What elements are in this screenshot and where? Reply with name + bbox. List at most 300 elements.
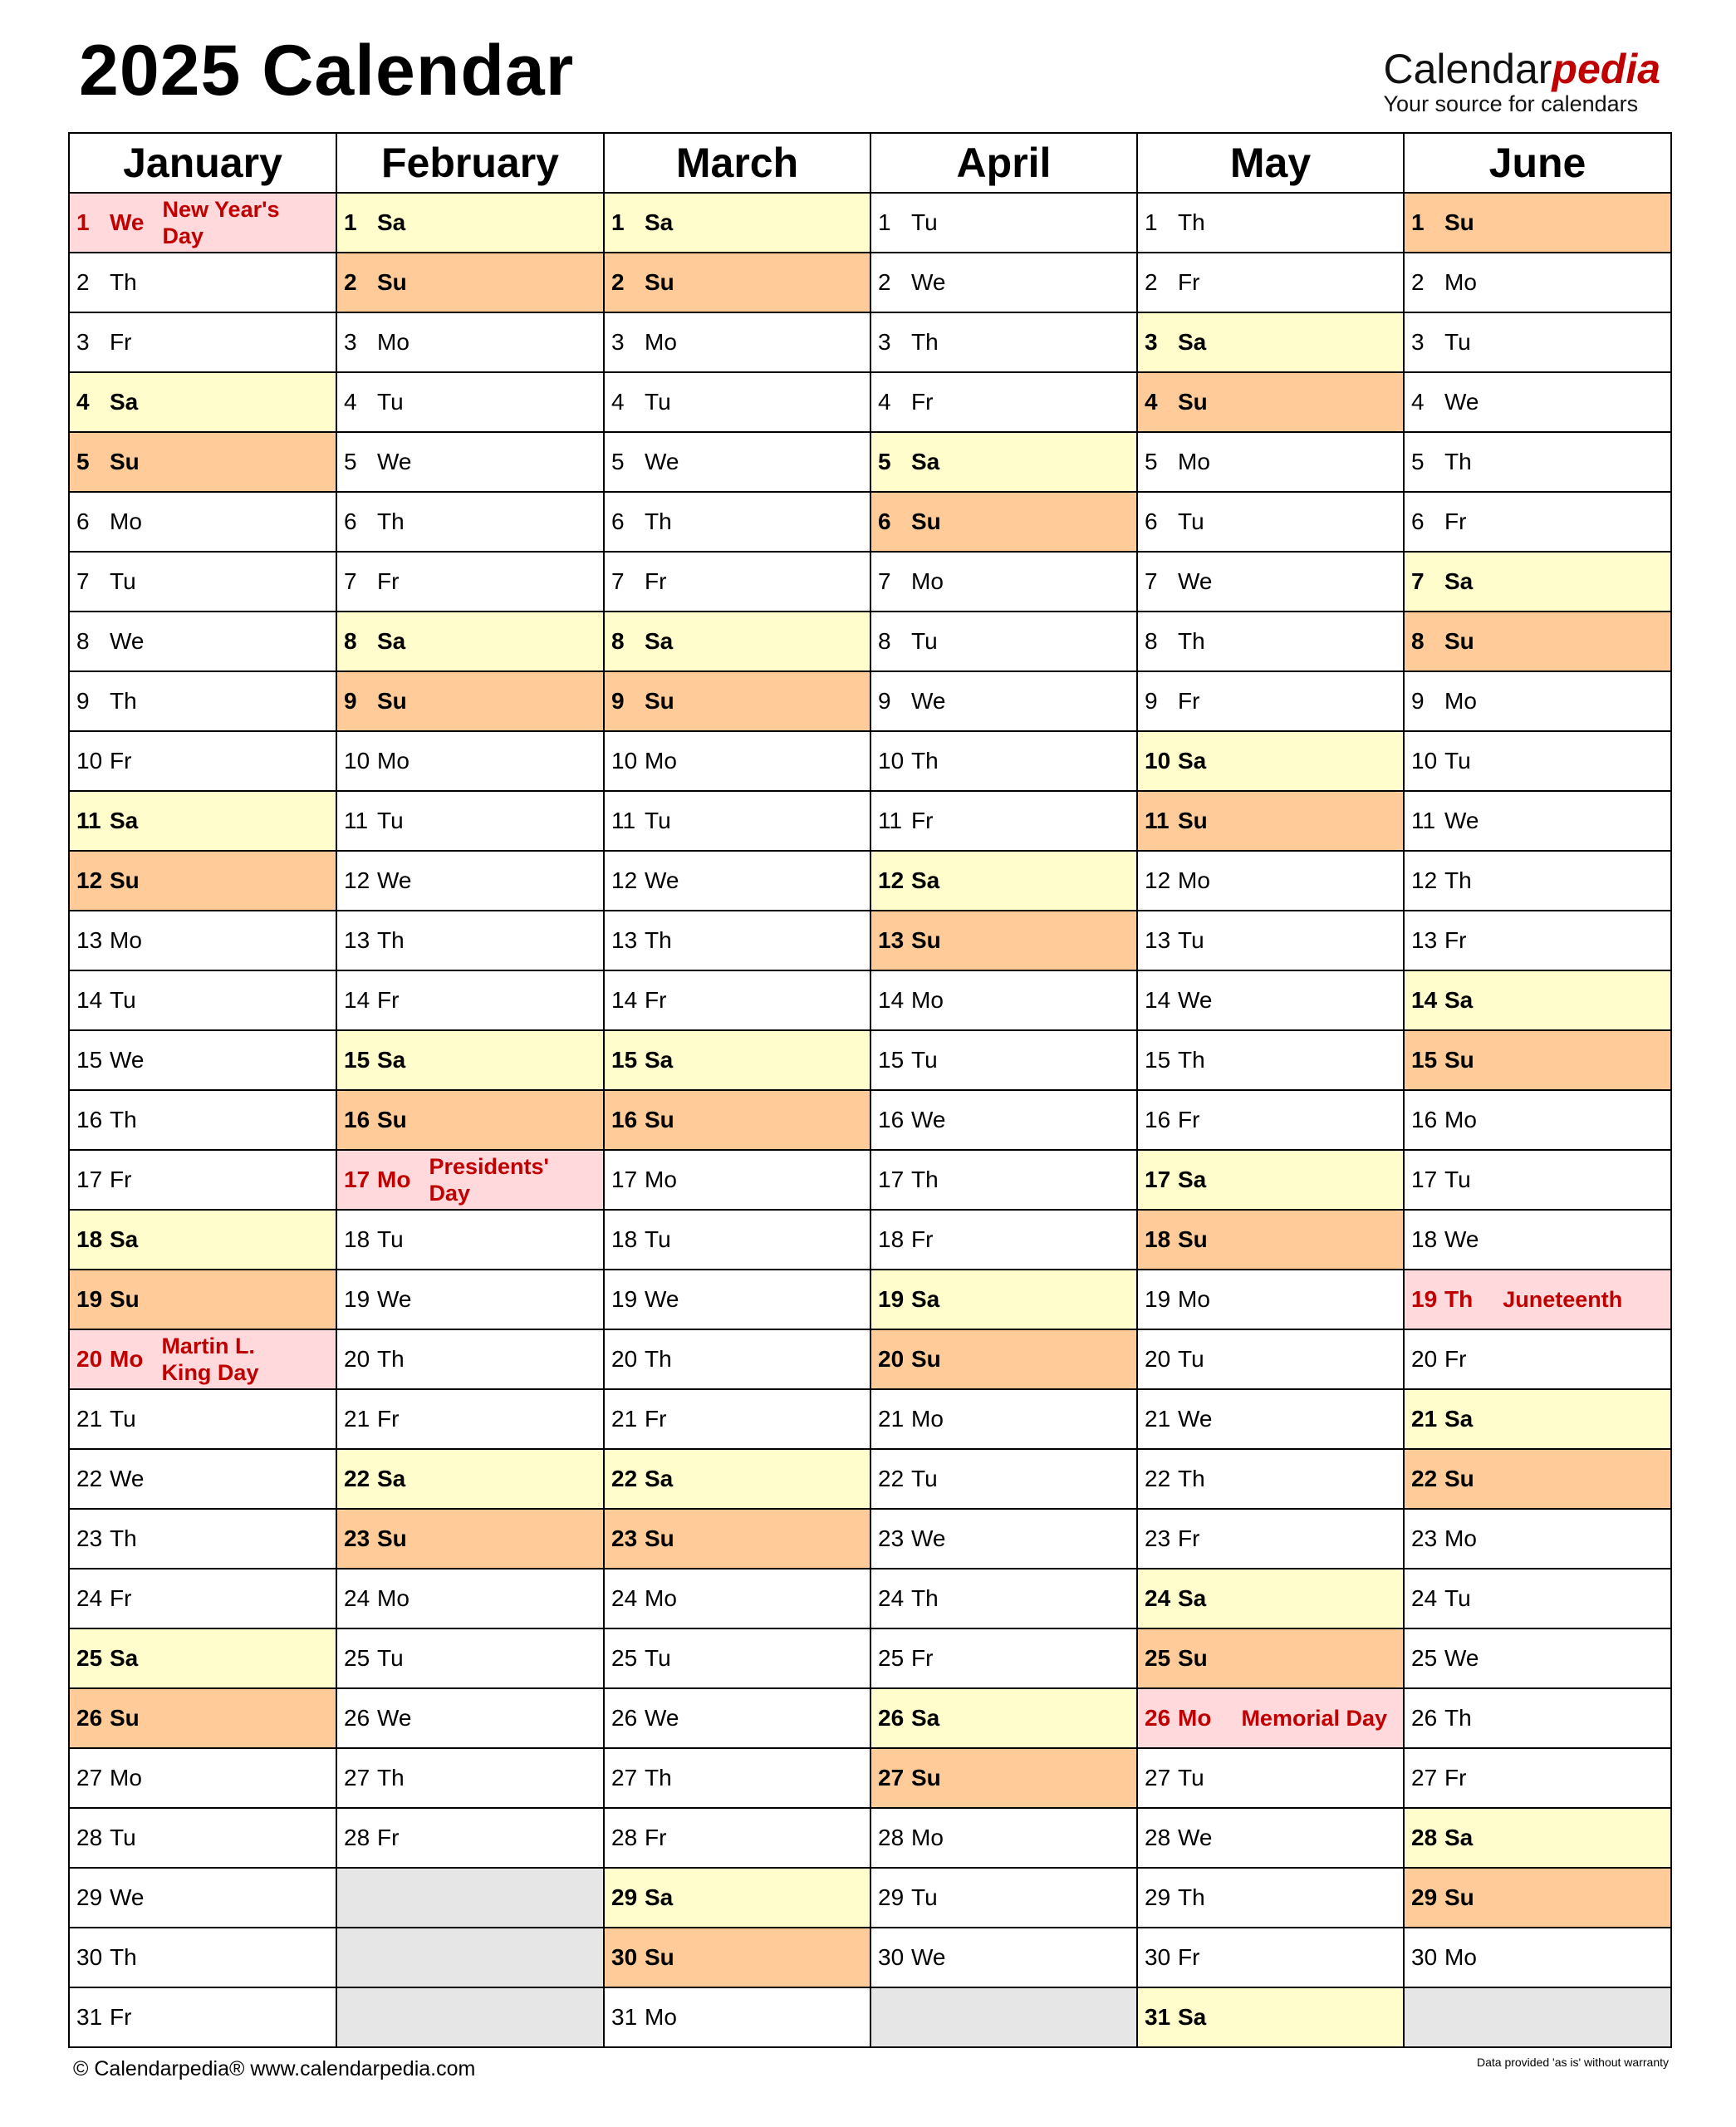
weekday-label: We xyxy=(911,269,946,295)
day-cell-march-6 xyxy=(604,492,870,552)
day-cell-march-3 xyxy=(604,312,870,372)
day-cell-april-21 xyxy=(870,1389,1137,1449)
weekday-label: Fr xyxy=(911,1645,934,1671)
day-number: 23 xyxy=(1145,1525,1171,1551)
weekday-label: Sa xyxy=(1444,1825,1474,1850)
day-cell-march-18 xyxy=(604,1210,870,1270)
day-number: 25 xyxy=(1145,1645,1171,1671)
day-number: 18 xyxy=(878,1226,905,1252)
day-number: 25 xyxy=(878,1645,905,1671)
weekday-label: Tu xyxy=(911,1466,938,1491)
day-number: 15 xyxy=(611,1047,638,1073)
day-number: 22 xyxy=(878,1466,905,1491)
month-header-june: June xyxy=(1404,133,1671,193)
weekday-label: Fr xyxy=(645,1825,667,1850)
day-number: 21 xyxy=(611,1406,638,1432)
weekday-label: Mo xyxy=(1178,1286,1210,1312)
weekday-label: We xyxy=(911,688,946,714)
day-cell-january-31 xyxy=(69,1987,336,2047)
day-cell-june-12 xyxy=(1404,851,1671,911)
day-number: 4 xyxy=(344,389,357,415)
day-cell-april-24 xyxy=(870,1569,1137,1628)
day-number: 4 xyxy=(76,389,90,415)
day-number: 5 xyxy=(611,449,625,474)
day-number: 14 xyxy=(878,987,905,1013)
day-number: 1 xyxy=(611,209,625,235)
day-number: 27 xyxy=(611,1765,638,1791)
day-cell-june-17 xyxy=(1404,1150,1671,1210)
weekday-label: Mo xyxy=(911,568,944,594)
weekday-label: Tu xyxy=(1444,1585,1471,1611)
weekday-label: Fr xyxy=(1444,927,1467,953)
day-cell-april-12 xyxy=(870,851,1137,911)
day-cell-june-28 xyxy=(1404,1808,1671,1868)
day-cell-june-25 xyxy=(1404,1628,1671,1688)
calendar-grid xyxy=(68,132,1672,2048)
weekday-label: Su xyxy=(645,1107,674,1132)
day-cell-february-28 xyxy=(336,1808,604,1868)
weekday-label: Mo xyxy=(645,1585,677,1611)
day-row xyxy=(69,1688,1671,1748)
day-cell-april-19 xyxy=(870,1270,1137,1329)
weekday-label: We xyxy=(377,449,412,474)
day-cell-march-7 xyxy=(604,552,870,612)
day-number: 2 xyxy=(76,269,90,295)
day-number: 6 xyxy=(76,508,90,534)
day-row xyxy=(69,1449,1671,1509)
weekday-label: Th xyxy=(110,1944,137,1970)
weekday-label: Su xyxy=(911,1346,941,1372)
day-row xyxy=(69,671,1671,731)
weekday-label: Fr xyxy=(110,1585,132,1611)
weekday-label: Tu xyxy=(377,1226,404,1252)
day-number: 26 xyxy=(878,1705,905,1731)
brand-logo[interactable] xyxy=(1384,48,1661,115)
day-cell-april-20 xyxy=(870,1329,1137,1389)
page-title: 2025 Calendar xyxy=(79,31,575,111)
day-row xyxy=(69,1030,1671,1090)
day-cell-march-21 xyxy=(604,1389,870,1449)
day-number: 25 xyxy=(1411,1645,1438,1671)
day-cell-february-5 xyxy=(336,432,604,492)
weekday-label: Fr xyxy=(110,2004,132,2030)
weekday-label: We xyxy=(1444,389,1479,415)
day-number: 18 xyxy=(344,1226,370,1252)
day-row xyxy=(69,1748,1671,1808)
day-cell-may-15 xyxy=(1137,1030,1404,1090)
day-cell-january-30 xyxy=(69,1928,336,1987)
weekday-label: Tu xyxy=(1444,329,1471,355)
day-row xyxy=(69,1329,1671,1389)
weekday-label: Fr xyxy=(645,1406,667,1432)
day-row xyxy=(69,970,1671,1030)
day-cell-january-19 xyxy=(69,1270,336,1329)
day-cell-january-23 xyxy=(69,1509,336,1569)
day-cell-april-3 xyxy=(870,312,1137,372)
day-number: 23 xyxy=(611,1525,638,1551)
day-number: 19 xyxy=(76,1286,103,1312)
day-row xyxy=(69,1928,1671,1987)
day-cell-april-9 xyxy=(870,671,1137,731)
day-number: 23 xyxy=(1411,1525,1438,1551)
weekday-label: Tu xyxy=(110,568,136,594)
day-cell-june-16 xyxy=(1404,1090,1671,1150)
day-number: 20 xyxy=(611,1346,638,1372)
weekday-label: Su xyxy=(911,508,941,534)
weekday-label: Fr xyxy=(911,808,934,833)
day-cell-april-14 xyxy=(870,970,1137,1030)
day-number: 22 xyxy=(1145,1466,1171,1491)
day-cell-january-12 xyxy=(69,851,336,911)
day-cell-may-3 xyxy=(1137,312,1404,372)
day-number: 10 xyxy=(76,748,103,774)
weekday-label: Fr xyxy=(377,1406,400,1432)
weekday-label: Fr xyxy=(1178,1107,1200,1132)
day-number: 5 xyxy=(1411,449,1425,474)
day-cell-february-16 xyxy=(336,1090,604,1150)
day-cell-may-29 xyxy=(1137,1868,1404,1928)
day-number: 20 xyxy=(344,1346,370,1372)
day-row xyxy=(69,552,1671,612)
weekday-label: Fr xyxy=(1178,688,1200,714)
weekday-label: Sa xyxy=(1178,1585,1207,1611)
day-number: 19 xyxy=(611,1286,638,1312)
day-number: 14 xyxy=(1411,987,1438,1013)
day-number: 21 xyxy=(1411,1406,1438,1432)
day-cell-january-26 xyxy=(69,1688,336,1748)
weekday-label: Sa xyxy=(377,1047,406,1073)
day-cell-april-7 xyxy=(870,552,1137,612)
day-cell-january-9 xyxy=(69,671,336,731)
day-row xyxy=(69,492,1671,552)
day-number: 26 xyxy=(1411,1705,1438,1731)
day-cell-february-15 xyxy=(336,1030,604,1090)
day-number: 5 xyxy=(344,449,357,474)
weekday-label: Th xyxy=(1178,628,1205,654)
day-number: 29 xyxy=(76,1884,103,1910)
empty-day-cell xyxy=(336,1868,604,1928)
day-number: 12 xyxy=(878,867,905,893)
day-number: 13 xyxy=(1145,927,1171,953)
weekday-label: We xyxy=(1444,1226,1479,1252)
day-number: 17 xyxy=(1145,1167,1171,1192)
day-number: 31 xyxy=(1145,2004,1171,2030)
weekday-label: Tu xyxy=(377,1645,404,1671)
day-cell-march-14 xyxy=(604,970,870,1030)
weekday-label: Mo xyxy=(911,1825,944,1850)
day-number: 30 xyxy=(878,1944,905,1970)
day-row xyxy=(69,372,1671,432)
day-cell-february-25 xyxy=(336,1628,604,1688)
day-number: 7 xyxy=(344,568,357,594)
weekday-label: Tu xyxy=(645,1226,671,1252)
day-cell-march-22 xyxy=(604,1449,870,1509)
day-cell-may-20 xyxy=(1137,1329,1404,1389)
weekday-label: Fr xyxy=(911,1226,934,1252)
weekday-label: Sa xyxy=(645,628,674,654)
day-cell-april-5 xyxy=(870,432,1137,492)
day-number: 8 xyxy=(76,628,90,654)
day-cell-may-28 xyxy=(1137,1808,1404,1868)
day-number: 28 xyxy=(344,1825,370,1850)
day-cell-april-22 xyxy=(870,1449,1137,1509)
day-number: 10 xyxy=(1411,748,1438,774)
weekday-label: Sa xyxy=(645,1466,674,1491)
weekday-label: Tu xyxy=(377,389,404,415)
day-cell-june-26 xyxy=(1404,1688,1671,1748)
day-cell-january-5 xyxy=(69,432,336,492)
day-number: 1 xyxy=(1145,209,1158,235)
weekday-label: Su xyxy=(645,1944,674,1970)
day-cell-june-8 xyxy=(1404,612,1671,671)
weekday-label: Sa xyxy=(911,867,940,893)
day-number: 27 xyxy=(1411,1765,1438,1791)
day-number: 5 xyxy=(76,449,90,474)
day-cell-january-21 xyxy=(69,1389,336,1449)
day-number: 7 xyxy=(611,568,625,594)
weekday-label: Fr xyxy=(1444,508,1467,534)
day-row xyxy=(69,1808,1671,1868)
weekday-label: Mo xyxy=(110,508,142,534)
weekday-label: We xyxy=(911,1525,946,1551)
weekday-label: Fr xyxy=(377,1825,400,1850)
day-cell-february-7 xyxy=(336,552,604,612)
day-number: 5 xyxy=(1145,449,1158,474)
day-number: 28 xyxy=(1411,1825,1438,1850)
day-cell-april-11 xyxy=(870,791,1137,851)
day-cell-june-21 xyxy=(1404,1389,1671,1449)
weekday-label: We xyxy=(645,1705,679,1731)
day-cell-march-9 xyxy=(604,671,870,731)
weekday-label: Sa xyxy=(1444,987,1474,1013)
day-number: 1 xyxy=(878,209,891,235)
day-cell-may-17 xyxy=(1137,1150,1404,1210)
day-number: 25 xyxy=(76,1645,103,1671)
day-number: 24 xyxy=(76,1585,103,1611)
weekday-label: Sa xyxy=(1178,329,1207,355)
day-number: 24 xyxy=(1145,1585,1171,1611)
day-cell-may-2 xyxy=(1137,253,1404,312)
day-cell-march-1 xyxy=(604,193,870,253)
day-cell-february-17 xyxy=(336,1150,604,1210)
day-number: 18 xyxy=(1145,1226,1171,1252)
weekday-label: Fr xyxy=(1444,1765,1467,1791)
day-number: 8 xyxy=(611,628,625,654)
day-cell-january-28 xyxy=(69,1808,336,1868)
day-row xyxy=(69,612,1671,671)
weekday-label: Sa xyxy=(110,808,139,833)
day-cell-march-25 xyxy=(604,1628,870,1688)
day-number: 22 xyxy=(611,1466,638,1491)
weekday-label: We xyxy=(377,1705,412,1731)
day-cell-may-18 xyxy=(1137,1210,1404,1270)
day-number: 2 xyxy=(611,269,625,295)
weekday-label: Sa xyxy=(110,389,139,415)
weekday-label: Th xyxy=(377,508,405,534)
day-number: 10 xyxy=(878,748,905,774)
day-cell-may-7 xyxy=(1137,552,1404,612)
day-number: 13 xyxy=(1411,927,1438,953)
day-cell-april-6 xyxy=(870,492,1137,552)
weekday-label: Su xyxy=(1178,1226,1208,1252)
weekday-label: Tu xyxy=(1178,508,1204,534)
weekday-label: Th xyxy=(1444,449,1472,474)
day-number: 23 xyxy=(878,1525,905,1551)
day-cell-june-10 xyxy=(1404,731,1671,791)
day-number: 4 xyxy=(1145,389,1158,415)
weekday-label: We xyxy=(1178,568,1213,594)
day-number: 11 xyxy=(1145,808,1170,833)
day-cell-march-30 xyxy=(604,1928,870,1987)
day-cell-january-2 xyxy=(69,253,336,312)
day-number: 31 xyxy=(611,2004,638,2030)
weekday-label: We xyxy=(110,1466,145,1491)
weekday-label: Su xyxy=(1444,1884,1474,1910)
day-cell-april-23 xyxy=(870,1509,1137,1569)
day-number: 9 xyxy=(344,688,357,714)
day-cell-april-2 xyxy=(870,253,1137,312)
day-cell-january-6 xyxy=(69,492,336,552)
weekday-label: Mo xyxy=(1444,1525,1477,1551)
day-cell-february-8 xyxy=(336,612,604,671)
day-number: 24 xyxy=(878,1585,905,1611)
day-number: 16 xyxy=(344,1107,370,1132)
day-cell-june-15 xyxy=(1404,1030,1671,1090)
month-header-february: February xyxy=(336,133,604,193)
weekday-label: Fr xyxy=(377,568,400,594)
weekday-label: We xyxy=(1178,1825,1213,1850)
day-number: 22 xyxy=(344,1466,370,1491)
day-cell-april-4 xyxy=(870,372,1137,432)
day-number: 17 xyxy=(611,1167,638,1192)
day-cell-february-14 xyxy=(336,970,604,1030)
day-number: 24 xyxy=(344,1585,370,1611)
day-number: 14 xyxy=(344,987,370,1013)
day-cell-may-19 xyxy=(1137,1270,1404,1329)
weekday-label: Sa xyxy=(1444,568,1474,594)
day-cell-may-22 xyxy=(1137,1449,1404,1509)
day-cell-may-9 xyxy=(1137,671,1404,731)
day-number: 29 xyxy=(1411,1884,1438,1910)
day-cell-april-10 xyxy=(870,731,1137,791)
day-number: 28 xyxy=(76,1825,103,1850)
weekday-label: Fr xyxy=(645,987,667,1013)
day-number: 13 xyxy=(878,927,905,953)
day-cell-june-22 xyxy=(1404,1449,1671,1509)
day-row xyxy=(69,911,1671,970)
day-number: 7 xyxy=(1411,568,1425,594)
weekday-label: Su xyxy=(1444,209,1474,235)
weekday-label: Sa xyxy=(911,449,940,474)
day-cell-march-24 xyxy=(604,1569,870,1628)
weekday-label: Th xyxy=(377,1765,405,1791)
weekday-label: Tu xyxy=(645,808,671,833)
day-number: 20 xyxy=(1145,1346,1171,1372)
day-row xyxy=(69,791,1671,851)
day-number: 15 xyxy=(878,1047,905,1073)
day-number: 10 xyxy=(1145,748,1171,774)
day-number: 3 xyxy=(1411,329,1425,355)
day-cell-february-10 xyxy=(336,731,604,791)
weekday-label: Fr xyxy=(377,987,400,1013)
weekday-label: Sa xyxy=(645,1047,674,1073)
day-number: 15 xyxy=(344,1047,370,1073)
day-cell-april-25 xyxy=(870,1628,1137,1688)
day-number: 24 xyxy=(611,1585,638,1611)
day-number: 1 xyxy=(1411,209,1425,235)
day-number: 12 xyxy=(1145,867,1171,893)
day-row xyxy=(69,1150,1671,1210)
day-number: 4 xyxy=(878,389,891,415)
weekday-label: Th xyxy=(645,1765,672,1791)
day-number: 29 xyxy=(1145,1884,1171,1910)
day-cell-may-13 xyxy=(1137,911,1404,970)
empty-day-cell xyxy=(870,1987,1137,2047)
weekday-label: Tu xyxy=(645,389,671,415)
weekday-label: Su xyxy=(1444,1047,1474,1073)
day-number: 19 xyxy=(1411,1286,1438,1312)
day-cell-march-15 xyxy=(604,1030,870,1090)
holiday-label: Presidents' Day xyxy=(429,1153,549,1206)
day-cell-march-27 xyxy=(604,1748,870,1808)
day-number: 19 xyxy=(344,1286,370,1312)
weekday-label: Th xyxy=(645,508,672,534)
weekday-label: Sa xyxy=(377,1466,406,1491)
day-cell-february-12 xyxy=(336,851,604,911)
day-cell-march-5 xyxy=(604,432,870,492)
day-number: 20 xyxy=(1411,1346,1438,1372)
day-cell-january-11 xyxy=(69,791,336,851)
day-number: 23 xyxy=(344,1525,370,1551)
day-cell-june-2 xyxy=(1404,253,1671,312)
day-row xyxy=(69,1389,1671,1449)
day-number: 22 xyxy=(1411,1466,1438,1491)
day-number: 27 xyxy=(344,1765,370,1791)
weekday-label: We xyxy=(1178,1406,1213,1432)
day-cell-january-7 xyxy=(69,552,336,612)
day-number: 18 xyxy=(76,1226,103,1252)
day-row xyxy=(69,312,1671,372)
weekday-label: Th xyxy=(1178,1466,1205,1491)
day-cell-april-28 xyxy=(870,1808,1137,1868)
day-cell-may-10 xyxy=(1137,731,1404,791)
day-cell-february-4 xyxy=(336,372,604,432)
weekday-label: Mo xyxy=(645,1167,677,1192)
day-number: 2 xyxy=(344,269,357,295)
day-cell-june-23 xyxy=(1404,1509,1671,1569)
day-cell-may-11 xyxy=(1137,791,1404,851)
day-row xyxy=(69,1868,1671,1928)
weekday-label: Th xyxy=(911,1585,939,1611)
weekday-label: Su xyxy=(911,1765,941,1791)
weekday-label: Su xyxy=(645,1525,674,1551)
day-cell-may-21 xyxy=(1137,1389,1404,1449)
day-cell-may-1 xyxy=(1137,193,1404,253)
day-cell-june-11 xyxy=(1404,791,1671,851)
day-cell-march-20 xyxy=(604,1329,870,1389)
day-number: 29 xyxy=(878,1884,905,1910)
day-cell-june-19 xyxy=(1404,1270,1671,1329)
day-number: 17 xyxy=(76,1167,103,1192)
weekday-label: We xyxy=(645,1286,679,1312)
weekday-label: Tu xyxy=(911,1884,938,1910)
day-cell-june-30 xyxy=(1404,1928,1671,1987)
day-number: 16 xyxy=(611,1107,638,1132)
weekday-label: Mo xyxy=(1444,269,1477,295)
day-number: 5 xyxy=(878,449,891,474)
day-cell-june-1 xyxy=(1404,193,1671,253)
day-number: 9 xyxy=(878,688,891,714)
